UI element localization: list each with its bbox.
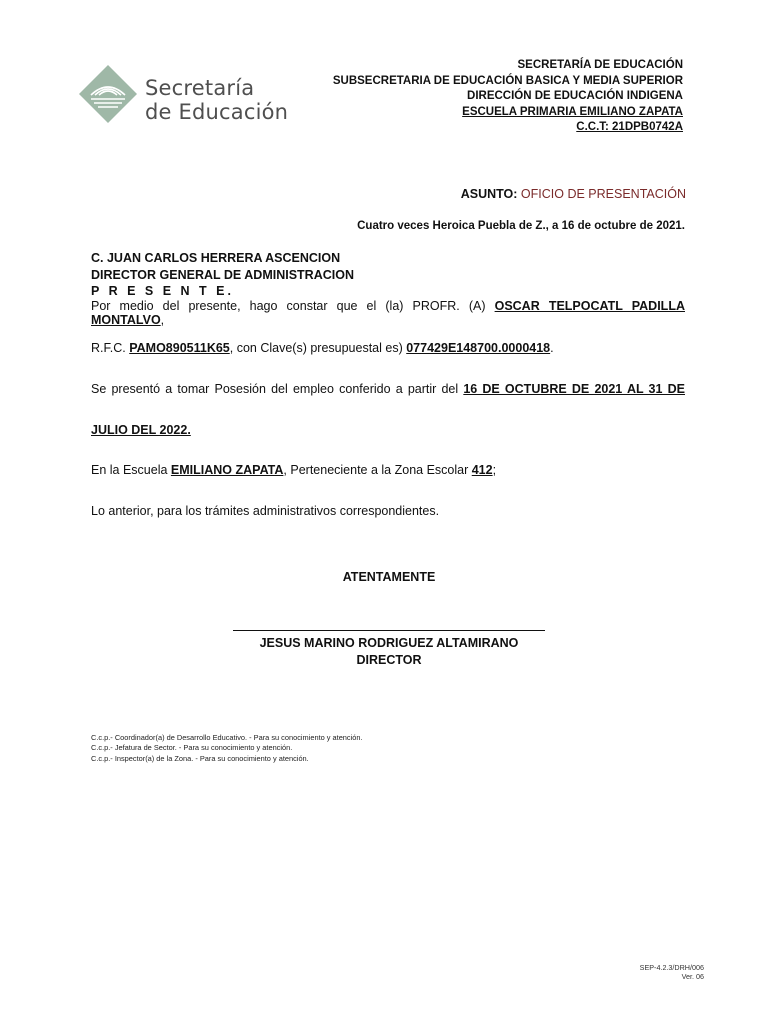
paragraph-period bbox=[91, 382, 685, 396]
rfc-value: PAMO890511K65 bbox=[129, 341, 230, 355]
recipient-block bbox=[91, 250, 354, 300]
paragraph-rfc bbox=[91, 341, 685, 355]
paragraph-text: Se presentó a tomar Posesión del empleo conferido a partir del bbox=[91, 382, 459, 396]
paragraph-teacher bbox=[91, 299, 685, 327]
paragraph-school bbox=[91, 463, 685, 477]
header-line-3: DIRECCIÓN DE EDUCACIÓN INDIGENA bbox=[467, 90, 683, 103]
period-part-2: JULIO DEL 2022. bbox=[91, 423, 191, 437]
budget-key: 077429E148700.0000418 bbox=[406, 341, 551, 355]
asunto-label: ASUNTO: bbox=[460, 187, 518, 201]
logo-line-1: Secretaría bbox=[145, 76, 255, 100]
asunto bbox=[461, 187, 686, 201]
zone-number: 412 bbox=[471, 463, 493, 477]
asunto-value: OFICIO DE PRESENTACIÓN bbox=[520, 187, 686, 201]
paragraph-text: , con Clave(s) presupuestal es) bbox=[229, 341, 403, 355]
header-line-1: SECRETARÍA DE EDUCACIÓN bbox=[517, 59, 683, 71]
period-part-1: 16 DE OCTUBRE DE 2021 AL 31 DE bbox=[463, 382, 685, 396]
paragraph-text: En la Escuela bbox=[91, 463, 168, 477]
ccp-list bbox=[91, 733, 363, 764]
school-name: EMILIANO ZAPATA bbox=[170, 463, 284, 477]
header-line-2: SUBSECRETARIA DE EDUCACIÓN BASICA Y MEDIA SUPERIOR bbox=[332, 74, 683, 87]
recipient-name: C. JUAN CARLOS HERRERA ASCENCION bbox=[91, 251, 341, 265]
punctuation: . bbox=[550, 341, 554, 355]
letterhead bbox=[333, 58, 683, 136]
paragraph-text: Por medio del presente, hago constar que el (la) PROFR. (A) bbox=[91, 299, 486, 313]
header-line-4: ESCUELA PRIMARIA EMILIANO ZAPATA bbox=[462, 105, 683, 118]
signature-block bbox=[233, 635, 545, 669]
presente: P R E S E N T E. bbox=[91, 284, 234, 298]
paragraph-text: , Perteneciente a la Zona Escolar bbox=[283, 463, 469, 477]
sep-emblem-icon bbox=[79, 65, 141, 125]
recipient-position: DIRECTOR GENERAL DE ADMINISTRACION bbox=[91, 267, 354, 282]
signer-title: DIRECTOR bbox=[356, 653, 422, 667]
signer-name: JESUS MARINO RODRIGUEZ ALTAMIRANO bbox=[259, 636, 519, 650]
ccp-item: C.c.p.- Coordinador(a) de Desarrollo Educativo. - Para su conocimiento y atención. bbox=[91, 733, 363, 742]
ccp-item: C.c.p.- Jefatura de Sector. - Para su conocimiento y atención. bbox=[91, 743, 293, 753]
paragraph-period-end bbox=[91, 423, 685, 437]
signature-line bbox=[233, 630, 545, 631]
punctuation: ; bbox=[492, 463, 497, 477]
ccp-item: C.c.p.- Inspector(a) de la Zona. - Para su conocimiento y atención. bbox=[91, 753, 309, 763]
form-code bbox=[640, 964, 704, 981]
paragraph-closing: Lo anterior, para los trámites administrativos correspondientes. bbox=[91, 504, 440, 518]
form-code-line-2: Ver. 06 bbox=[681, 971, 704, 981]
logo-wordmark bbox=[145, 76, 288, 124]
logo-line-2: de Educación bbox=[145, 100, 289, 124]
atentamente: ATENTAMENTE bbox=[342, 570, 436, 584]
form-code-line-1: SEP-4.2.3/DRH/006 bbox=[639, 963, 704, 972]
teacher-name: OSCAR TELPOCATL PADILLA MONTALVO bbox=[91, 299, 685, 327]
header-line-5: C.C.T: 21DPB0742A bbox=[576, 121, 683, 134]
punctuation: , bbox=[160, 313, 165, 327]
date-line: Cuatro veces Heroica Puebla de Z., a 16 de octubre de 2021. bbox=[357, 220, 685, 232]
rfc-label: R.F.C. bbox=[91, 341, 126, 355]
